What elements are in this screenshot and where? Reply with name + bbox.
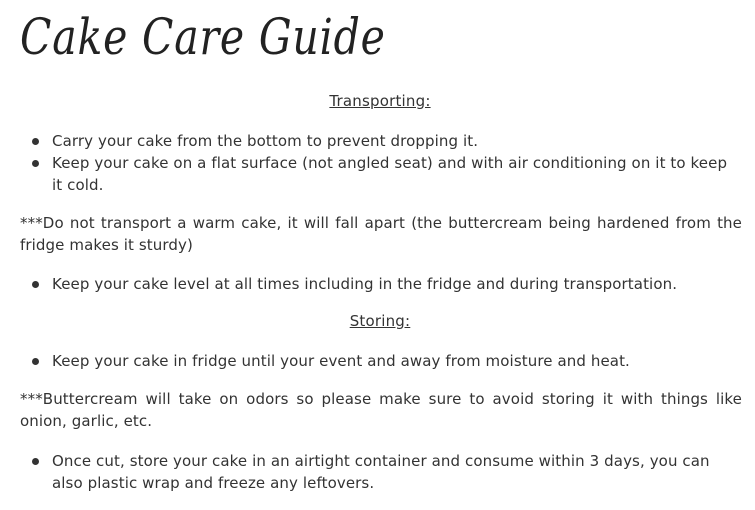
section-heading-storing: Storing: bbox=[349, 312, 411, 330]
list-item bbox=[30, 273, 730, 295]
bullet-icon bbox=[32, 160, 39, 167]
list-item bbox=[30, 130, 730, 152]
transporting-bullet-list-b bbox=[30, 273, 730, 295]
list-item bbox=[30, 152, 730, 196]
bullet-icon bbox=[32, 358, 39, 365]
list-item bbox=[30, 350, 730, 372]
list-item-text: Keep your cake in fridge until your event and away from moisture and heat. bbox=[52, 352, 630, 370]
page-title: Cake Care Guide bbox=[20, 8, 386, 66]
list-item-text: Keep your cake on a flat surface (not angled seat) and with air conditioning on it to keep it cold. bbox=[52, 154, 728, 194]
bullet-icon bbox=[32, 281, 39, 288]
storing-bullet-list-b bbox=[30, 450, 730, 494]
bullet-icon bbox=[32, 458, 39, 465]
list-item-text: Keep your cake level at all times including in the fridge and during transportation. bbox=[52, 275, 678, 293]
storing-bullet-list-a bbox=[30, 350, 730, 372]
bullet-icon bbox=[32, 138, 39, 145]
list-item-text: Once cut, store your cake in an airtight container and consume within 3 days, you can also plastic wrap and freeze any leftovers. bbox=[52, 452, 710, 492]
transporting-note: ***Do not transport a warm cake, it will fall apart (the buttercream being hardened from the fridge makes it sturdy) bbox=[20, 214, 742, 254]
list-item-text: Carry your cake from the bottom to prevent dropping it. bbox=[52, 132, 479, 150]
transporting-bullet-list-a bbox=[30, 130, 730, 196]
list-item bbox=[30, 450, 730, 494]
storing-note: ***Buttercream will take on odors so please make sure to avoid storing it with things like onion, garlic, etc. bbox=[20, 390, 742, 430]
section-heading-transporting: Transporting: bbox=[329, 92, 431, 110]
